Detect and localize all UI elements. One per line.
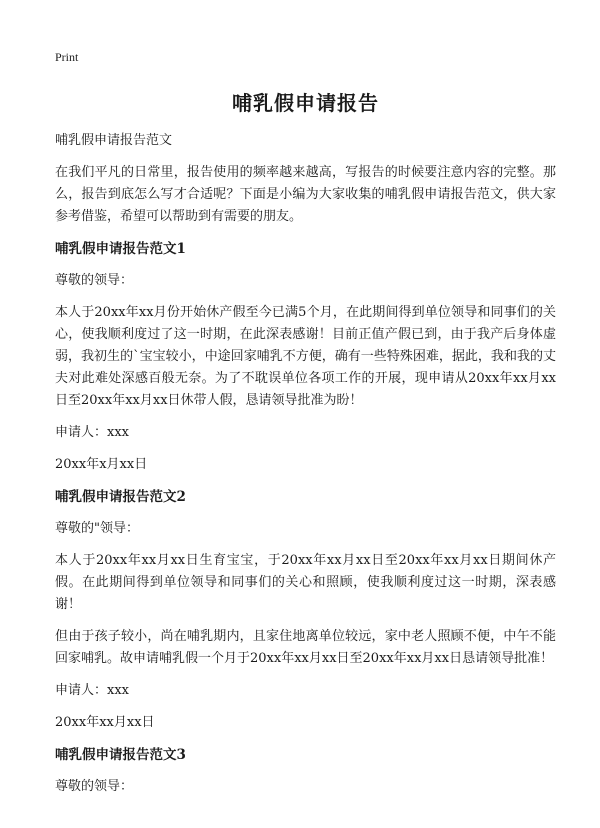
print-link[interactable]: Print [55, 50, 79, 64]
body-paragraph-2a: 本人于20xx年xx月xx日生育宝宝，于20xx年xx月xx日至20xx年xx月xx日期间休产假。在此期间得到单位领导和同事们的关心和照顾，使我顺利度过这一时期，深表感谢！ [55, 553, 556, 612]
greeting-3: 尊敬的领导： [55, 779, 134, 794]
greeting-2: 尊敬的"领导： [55, 521, 139, 536]
section-heading-3: 哺乳假申请报告范文3 [55, 747, 186, 763]
applicant-1: 申请人：xxx [55, 425, 129, 440]
body-paragraph-1: 本人于20xx年xx月份开始休产假至今已满5个月，在此期间得到单位领导和同事们的关心，使我顺利度过了这一时期，在此深表感谢！目前正值产假已到，由于我产后身体虚弱，我初生的`宝宝较小，中途回家哺乳不方便，确有一些特殊困难，据此，我和我的丈夫对此难处深感百般无奈。为了不耽误单位各项工作的开展，现申请从20xx年xx月xx日至20xx年xx月xx日休带人假，恳请领导批准为盼！ [55, 305, 556, 408]
subtitle: 哺乳假申请报告范文 [55, 133, 173, 148]
section-heading-2: 哺乳假申请报告范文2 [55, 489, 186, 505]
date-2: 20xx年xx月xx日 [55, 715, 155, 730]
date-1: 20xx年x月xx日 [55, 457, 148, 472]
greeting-1: 尊敬的领导： [55, 273, 134, 288]
body-paragraph-2b: 但由于孩子较小，尚在哺乳期内，且家住地离单位较远，家中老人照顾不便，中午不能回家哺乳。故申请哺乳假一个月于20xx年xx月xx日至20xx年xx月xx日恳请领导批准！ [55, 629, 556, 666]
applicant-2: 申请人：xxx [55, 683, 129, 698]
intro-paragraph: 在我们平凡的日常里，报告使用的频率越来越高，写报告的时候要注意内容的完整。那么，报告到底怎么写才合适呢？下面是小编为大家收集的哺乳假申请报告范文，供大家参考借鉴，希望可以帮助到有需要的朋友。 [55, 165, 556, 224]
section-heading-1: 哺乳假申请报告范文1 [55, 241, 186, 257]
page-title: 哺乳假申请报告 [232, 91, 379, 115]
